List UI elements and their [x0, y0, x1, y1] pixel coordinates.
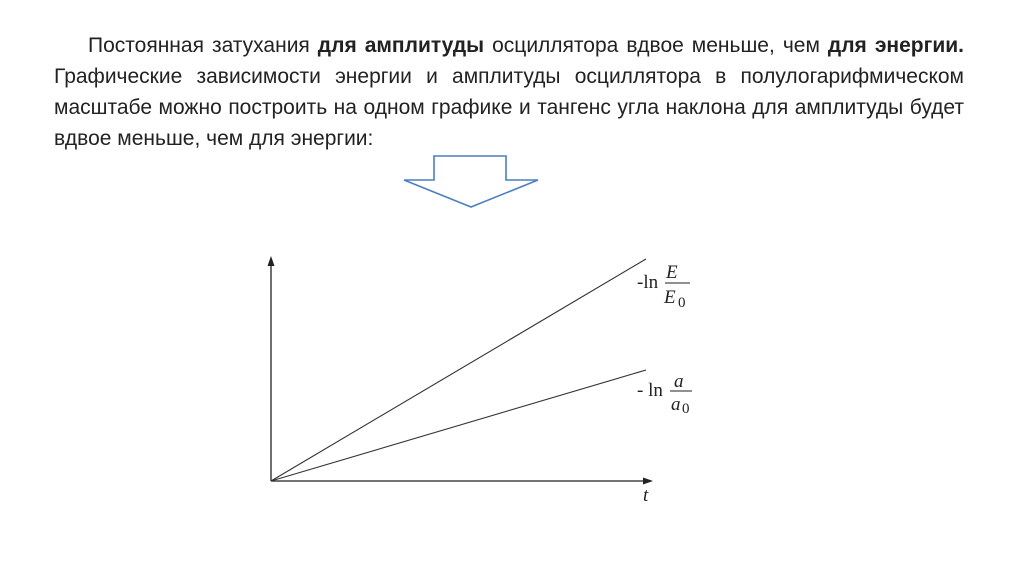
text-bold-amplitude: для амплитуды: [317, 34, 485, 57]
text-part-2: осциллятора вдвое меньше, чем: [484, 34, 828, 57]
series-label-energy-denominator: E: [664, 287, 676, 308]
series-label-amplitude-numerator: a: [674, 371, 684, 392]
x-axis-label: t: [643, 485, 649, 506]
series-label-energy: [637, 262, 690, 311]
text-bold-energy: для энергии.: [827, 34, 965, 57]
series-label-amplitude-prefix: - ln: [637, 380, 663, 401]
series-label-amplitude-denominator: a: [671, 394, 681, 415]
text-part-1: Постоянная затухания: [88, 34, 318, 57]
series-label-amplitude: [637, 371, 692, 417]
y-axis-arrowhead: [268, 256, 275, 266]
series-label-amplitude-subscript: 0: [682, 401, 690, 417]
series-line-amplitude: [271, 370, 646, 481]
series-label-energy-numerator: E: [666, 262, 678, 283]
text-part-3: Графические зависимости энергии и амплитуды осциллятора в полулогарифмическом масштабе можно построить на одном графике и тангенс угла наклона для амплитуды будет вдвое меньше, чем для энергии:: [54, 65, 964, 150]
series-label-energy-subscript: 0: [678, 295, 686, 311]
series-line-energy: [271, 259, 646, 481]
x-axis-arrowhead: [643, 478, 653, 485]
down-arrow-icon: [404, 156, 538, 207]
series-label-energy-prefix: -ln: [637, 272, 659, 293]
